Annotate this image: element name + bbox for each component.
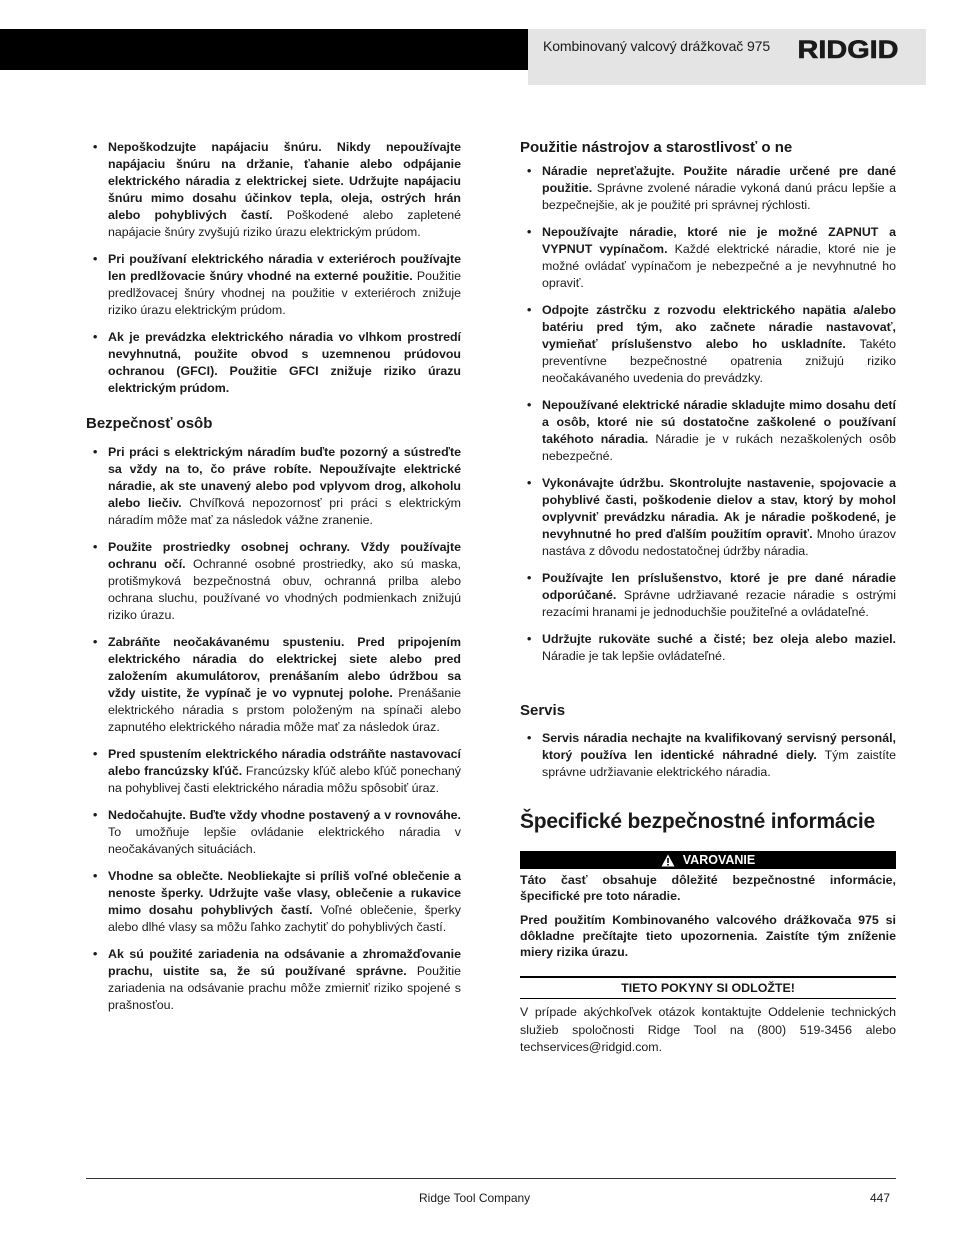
bullet-item (520, 302, 896, 387)
bullet-bold-text: Vykonávajte údržbu. Skontrolujte nastavenie, spojovacie a pohyblivé časti, poškodenie dielov a stav, ktorý by mohol ovplyvniť prevádzku náradia. Ak je náradie poškodené, je nevyhnutné ho pred ďalším použitím opraviť. (542, 476, 896, 541)
header-black-bar (0, 29, 528, 70)
divider-rule-thin (520, 998, 896, 999)
section-title-service: Servis (520, 702, 566, 719)
bullet-bold-text: Použite prostriedky osobnej ochrany. Vždy používajte ochranu očí. (108, 540, 461, 571)
bullet-item (520, 631, 896, 665)
bullet-item (86, 444, 461, 529)
bullet-item (86, 539, 461, 624)
bullet-item (86, 746, 461, 797)
bullet-bold-text: Nedočahujte. Buďte vždy vhodne postavený a v rovnováhe. (108, 808, 461, 822)
bullet-item (520, 397, 896, 465)
bullet-body-text: Prenášanie elektrického náradia s prstom položeným na spínači alebo zapnutého elektrického náradia môže mať za následok úraz. (108, 686, 461, 734)
bullet-body-text: Voľné oblečenie, šperky alebo dlhé vlasy sa môžu ľahko zachytiť do pohyblivých častí. (108, 903, 461, 934)
warning-label: VAROVANIE (682, 853, 756, 867)
bullet-body-text: Francúzsky kľúč alebo kľúč ponechaný na pohyblivej časti elektrického náradia môžu spôsobiť úraz. (108, 764, 461, 795)
bullet-body-text: Mnoho úrazov nastáva z dôvodu nedostatočnej údržby náradia. (542, 527, 896, 558)
bullet-item (520, 730, 896, 781)
bullet-bold-text: Pri používaní elektrického náradia v exteriéroch používajte len predlžovacie šnúry vhodné na externé použitie. (108, 252, 461, 283)
bullet-body-text: Ochranné osobné prostriedky, ako sú maska, protišmyková bezpečnostná obuv, ochranná prilba alebo ochrana sluchu, používané vo vhodných podmienkach znižujú riziko úrazu. (108, 557, 461, 622)
bullet-item (520, 163, 896, 214)
page-number: 447 (870, 1191, 891, 1205)
section-title-personal-safety: Bezpečnosť osôb (86, 415, 213, 432)
warning-paragraph-1: Táto časť obsahuje dôležité bezpečnostné informácie, špecifické pre toto náradie. (520, 873, 896, 903)
bullet-bold-text: Zabráňte neočakávanému spusteniu. Pred pripojením elektrického náradia do elektrickej siete alebo pred založením akumulátorov, prenášaním alebo údržbou sa vždy uistite, že vypínač je vo vypnutej polohe. (108, 635, 461, 700)
footer-company: Ridge Tool Company (419, 1191, 531, 1205)
bullet-item (86, 139, 461, 241)
right-bullets-tool-use (520, 163, 896, 665)
left-bullets-top (86, 139, 461, 397)
warning-bar (520, 851, 896, 869)
section-title-tool-use: Použitie nástrojov a starostlivosť o ne (520, 139, 793, 156)
bullet-bold-text: Náradie nepreťažujte. Použite náradie určené pre dané použitie. (542, 164, 896, 195)
bullet-body-text: Poškodené alebo zapletené napájacie šnúry zvyšujú riziko úrazu elektrickým prúdom. (108, 208, 461, 239)
bullet-body-text: Použitie predlžovacej šnúry vhodnej na použitie v exteriéroch znižuje riziko úrazu elektrickým prúdom. (108, 269, 461, 317)
keep-instructions-title: TIETO POKYNY SI ODLOŽTE! (621, 981, 795, 995)
bullet-item (520, 475, 896, 560)
main-heading: Špecifické bezpečnostné informácie (520, 810, 875, 833)
right-bullets-service (520, 730, 896, 781)
divider-rule (520, 976, 896, 978)
bullet-item (86, 251, 461, 319)
bullet-bold-text: Udržujte rukoväte suché a čisté; bez oleja alebo maziel. (542, 632, 896, 646)
bullet-body-text: Správne zvolené náradie vykoná danú prácu lepšie a bezpečnejšie, ak je použité pri správnej rýchlosti. (542, 181, 896, 212)
ridgid-logo (797, 36, 900, 62)
bullet-item (86, 807, 461, 858)
footer-rule (86, 1178, 896, 1179)
bullet-bold-text: Odpojte zástrčku z rozvodu elektrického napätia a/alebo batériu pred tým, ako začnete náradie nastavovať, vymieňať príslušenstvo alebo ho uskladníte. (542, 303, 896, 351)
bullet-body-text: Tým zaistíte správne udržiavanie elektrického náradia. (542, 748, 897, 779)
bullet-bold-text: Nepoužívajte náradie, ktoré nie je možné ZAPNUT a VYPNUT vypínačom. (542, 225, 896, 256)
bullet-body-text: Náradie je tak lepšie ovládateľné. (542, 649, 726, 663)
contact-paragraph: V prípade akýchkoľvek otázok kontaktujte Oddelenie technických služieb spoločnosti Ridge Tool na (800) 519-3456 alebo techservices@ridgid.com. (520, 1005, 896, 1054)
bullet-bold-text: Nepoužívané elektrické náradie skladujte mimo dosahu detí a osôb, ktoré nie sú dostatočne zaškolené o používaní takéhoto náradia. (542, 398, 896, 446)
bullet-bold-text: Vhodne sa oblečte. Neobliekajte si príliš voľné oblečenie a nenoste šperky. Udržujte vaše vlasy, oblečenie a rukavice mimo dosahu pohyblivých častí. (108, 869, 461, 917)
bullet-bold-text: Pred spustením elektrického náradia odstráňte nastavovací alebo francúzsky kľúč. (108, 747, 461, 778)
bullet-body-text: Takéto preventívne bezpečnostné opatrenia znižujú riziko neočakávaného uvedenia do prevádzky. (542, 337, 896, 385)
bullet-body-text: To umožňuje lepšie ovládanie elektrického náradia v neočakávaných situáciách. (108, 825, 461, 856)
svg-text:RIDGID: RIDGID (797, 36, 899, 62)
bullet-item (86, 868, 461, 936)
left-bullets-bottom (86, 444, 461, 1014)
bullet-bold-text: Nepoškodzujte napájaciu šnúru. Nikdy nepoužívajte napájaciu šnúru na držanie, ťahanie alebo odpájanie elektrického náradia z elektrickej siete. Udržujte napájaciu šnúru mimo dosahu účinkov tepla, oleja, ostrých hrán alebo pohyblivých častí. (108, 140, 461, 222)
warning-paragraph-2: Pred použitím Kombinovaného valcového drážkovača 975 si dôkladne prečítajte tieto upozornenia. Zaistíte tým zníženie miery rizika úrazu. (520, 913, 896, 959)
bullet-item (86, 329, 461, 397)
warning-triangle-icon (661, 854, 675, 867)
bullet-body-text: Každé elektrické náradie, ktoré nie je možné ovládať vypínačom je nebezpečné a je nevyhnutné ho opraviť. (542, 242, 897, 290)
bullet-body-text: Chvíľková nepozornosť pri práci s elektrickým náradím môže mať za následok vážne zranenie. (108, 496, 462, 527)
bullet-body-text: Náradie je v rukách nezaškolených osôb nebezpečné. (542, 432, 896, 463)
bullet-body-text: Správne udržiavané rezacie náradie s ostrými rezacími hranami je jednoduchšie použiteľné a ovládateľné. (542, 588, 896, 619)
bullet-item (520, 224, 896, 292)
bullet-item (520, 570, 896, 621)
bullet-bold-text: Ak je prevádzka elektrického náradia vo vlhkom prostredí nevyhnutná, použite obvod s uzemnenou prúdovou ochranou (GFCI). Použitie GFCI znižuje riziko úrazu elektrickým prúdom. (108, 330, 461, 395)
bullet-bold-text: Ak sú použité zariadenia na odsávanie a zhromažďovanie prachu, uistite sa, že sú používané správne. (108, 947, 461, 978)
document-title: Kombinovaný valcový drážkovač 975 (543, 38, 771, 54)
bullet-bold-text: Servis náradia nechajte na kvalifikovaný servisný personál, ktorý používa len identické náhradné diely. (542, 731, 896, 762)
bullet-bold-text: Pri práci s elektrickým náradím buďte pozorný a sústreďte sa vždy na to, čo práve robíte. Nepoužívajte elektrické náradie, ak ste unavený alebo pod vplyvom drog, alkoholu alebo liečiv. (108, 445, 461, 510)
bullet-item (86, 634, 461, 736)
bullet-item (86, 946, 461, 1014)
bullet-bold-text: Používajte len príslušenstvo, ktoré je pre dané náradie odporúčané. (542, 571, 896, 602)
bullet-body-text: Použitie zariadenia na odsávanie prachu môže zmierniť riziko spojené s prašnosťou. (108, 964, 461, 1012)
